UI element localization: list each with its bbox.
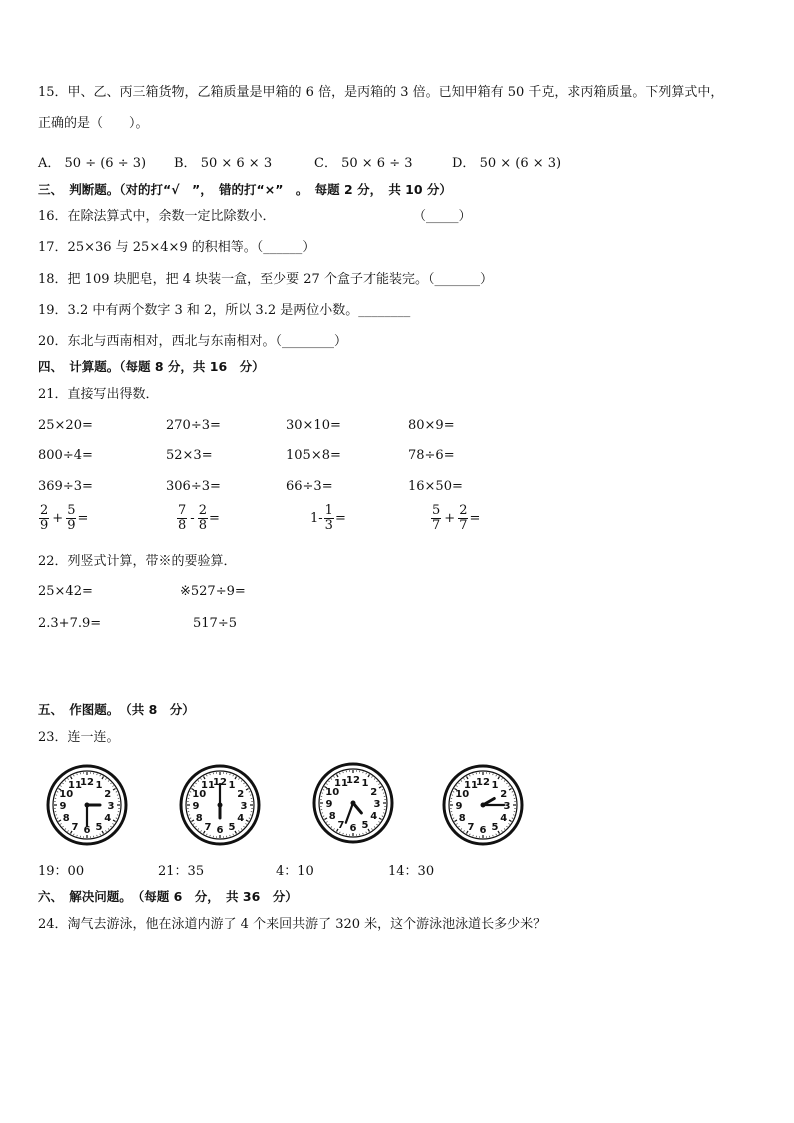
time-label-4[interactable]: 14：30 bbox=[388, 864, 435, 879]
calc-item: 800÷4= bbox=[38, 448, 93, 463]
numerator: 2 bbox=[40, 503, 49, 518]
clock-number: 6 bbox=[216, 825, 224, 836]
clock-center bbox=[481, 803, 486, 808]
clock-number: 3 bbox=[503, 801, 511, 812]
clock-number: 11 bbox=[201, 780, 215, 792]
clock-number: 4 bbox=[370, 811, 378, 822]
clock-number: 9 bbox=[192, 801, 200, 812]
clock-number: 4 bbox=[104, 813, 112, 824]
clock-number: 7 bbox=[467, 821, 475, 833]
clock-face-3[interactable] bbox=[311, 760, 395, 846]
section-5-heading: 五、 作图题。 （共 8 分） bbox=[38, 702, 195, 717]
clock-number: 8 bbox=[195, 813, 203, 824]
clock-number: 6 bbox=[479, 825, 487, 836]
clock-number: 12 bbox=[213, 777, 227, 788]
denominator: 7 bbox=[432, 517, 441, 533]
option-label: B． bbox=[174, 156, 197, 171]
equals: = bbox=[208, 510, 220, 526]
clock-face-2[interactable] bbox=[178, 762, 262, 848]
clock-number: 10 bbox=[325, 787, 340, 798]
clock-number: 11 bbox=[334, 778, 348, 790]
calc-item: 270÷3= bbox=[166, 418, 221, 433]
time-label-3[interactable]: 4：10 bbox=[276, 864, 314, 879]
fraction-expression bbox=[310, 504, 346, 532]
q17-answer-blank[interactable]: （______） bbox=[256, 240, 316, 255]
clock-face-4[interactable] bbox=[441, 762, 525, 848]
q24-text: 24．淘气去游泳，他在泳道内游了 4 个来回共游了 320 米，这个游泳池泳道长多少米？ bbox=[38, 917, 547, 932]
denominator: 7 bbox=[459, 517, 468, 533]
fraction-expression bbox=[38, 504, 88, 532]
q20 bbox=[38, 335, 347, 348]
equals: = bbox=[334, 510, 346, 526]
clock-number: 2 bbox=[237, 789, 245, 800]
clock-number: 7 bbox=[71, 821, 79, 833]
clock-number: 11 bbox=[464, 780, 478, 792]
clock-number: 3 bbox=[373, 799, 381, 810]
q16-answer-blank[interactable]: （_____） bbox=[413, 209, 472, 224]
clock-number: 2 bbox=[370, 787, 378, 798]
calc-item: 66÷3= bbox=[286, 479, 333, 494]
calc-item: 78÷6= bbox=[408, 448, 455, 463]
clock-number: 11 bbox=[68, 780, 82, 792]
clock-number: 12 bbox=[80, 777, 94, 788]
q18-text: 18．把 109 块肥皂，把 4 块装一盒，至少要 27 个盒子才能装完。 bbox=[38, 272, 428, 287]
numerator: 2 bbox=[198, 503, 207, 518]
section-6-heading: 六、 解决问题。 （每题 6 分， 共 36 分） bbox=[38, 889, 298, 904]
q15-option-a[interactable] bbox=[38, 152, 146, 171]
clock-number: 8 bbox=[458, 813, 466, 824]
calc-item: 30×10= bbox=[286, 418, 341, 433]
calc-item: 52×3= bbox=[166, 448, 213, 463]
q15-option-d[interactable] bbox=[452, 152, 561, 171]
fraction-expression bbox=[430, 504, 480, 532]
clock-number: 2 bbox=[500, 789, 508, 800]
clock-number: 12 bbox=[476, 777, 490, 788]
clock-number: 6 bbox=[83, 825, 91, 836]
section-3-heading: 三、 判断题。（对的打“√ ”， 错的打“×” 。 每题 2 分， 共 10 分） bbox=[38, 182, 452, 197]
option-label: C． bbox=[314, 156, 337, 171]
vertical-calc-item: 25×42= bbox=[38, 584, 93, 599]
numerator: 5 bbox=[432, 503, 441, 518]
clock-center bbox=[218, 803, 223, 808]
q20-answer-blank[interactable]: （________） bbox=[275, 334, 348, 349]
calc-item: 25×20= bbox=[38, 418, 93, 433]
clock-number: 1 bbox=[228, 780, 236, 792]
q20-text: 20．东北与西南相对，西北与东南相对。 bbox=[38, 334, 276, 349]
clock-face-1[interactable] bbox=[45, 762, 129, 848]
clock-center bbox=[351, 801, 356, 806]
clock-number: 10 bbox=[59, 789, 74, 800]
equals: = bbox=[77, 510, 89, 526]
clock-number: 6 bbox=[349, 823, 357, 834]
clock-number: 1 bbox=[95, 780, 103, 792]
clock-number: 5 bbox=[228, 821, 236, 833]
q18 bbox=[38, 273, 493, 286]
clock-number: 9 bbox=[455, 801, 463, 812]
option-expr: 50 ÷ (6 ÷ 3) bbox=[64, 156, 147, 171]
time-label-1[interactable]: 19：00 bbox=[38, 864, 85, 879]
q18-answer-blank[interactable]: （_______） bbox=[427, 272, 493, 287]
clock-number: 3 bbox=[240, 801, 248, 812]
clock-number: 5 bbox=[95, 821, 103, 833]
option-label: A． bbox=[38, 156, 61, 171]
denominator: 9 bbox=[40, 517, 49, 533]
q15-option-b[interactable] bbox=[174, 152, 272, 171]
time-label-2[interactable]: 21：35 bbox=[158, 864, 205, 879]
equals: = bbox=[469, 510, 481, 526]
clock-number: 9 bbox=[59, 801, 67, 812]
denominator: 3 bbox=[324, 517, 333, 533]
q19 bbox=[38, 304, 410, 317]
numerator: 1 bbox=[324, 503, 333, 518]
q15-option-c[interactable] bbox=[314, 152, 413, 171]
q23-title: 23．连一连。 bbox=[38, 730, 120, 745]
clock-number: 7 bbox=[337, 819, 345, 831]
calc-item: 80×9= bbox=[408, 418, 455, 433]
calc-item: 16×50= bbox=[408, 479, 463, 494]
clock-number: 4 bbox=[500, 813, 508, 824]
q22-title: 22．列竖式计算，带※的要验算． bbox=[38, 554, 237, 569]
clock-number: 4 bbox=[237, 813, 245, 824]
numerator: 7 bbox=[178, 503, 187, 518]
calc-item: 369÷3= bbox=[38, 479, 93, 494]
calc-item: 306÷3= bbox=[166, 479, 221, 494]
vertical-calc-item: 2.3+7.9= bbox=[38, 616, 102, 631]
clock-number: 8 bbox=[62, 813, 70, 824]
q15-line2: 正确的是（ ）。 bbox=[38, 116, 149, 131]
denominator: 9 bbox=[67, 517, 76, 533]
option-expr: 50 × (6 × 3) bbox=[479, 156, 562, 171]
operator: + bbox=[444, 510, 456, 526]
q15-line1: 15．甲、乙、丙三箱货物，乙箱质量是甲箱的 6 倍，是丙箱的 3 倍。已知甲箱有 50 千克，求丙箱质量。下列算式中， bbox=[38, 85, 724, 100]
denominator: 8 bbox=[198, 517, 207, 533]
clock-number: 12 bbox=[346, 775, 360, 786]
vertical-calc-item: ※527÷9= bbox=[180, 584, 246, 599]
clock-number: 9 bbox=[325, 799, 333, 810]
q19-answer-blank[interactable]: ________ bbox=[358, 303, 411, 318]
calc-item: 105×8= bbox=[286, 448, 341, 463]
operator: - bbox=[190, 510, 195, 526]
section-4-heading: 四、 计算题。（每题 8 分，共 16 分） bbox=[38, 359, 265, 374]
clock-number: 1 bbox=[361, 778, 369, 790]
q17-text: 17．25×36 与 25×4×9 的积相等。 bbox=[38, 240, 257, 255]
clock-number: 10 bbox=[192, 789, 207, 800]
clock-number: 1 bbox=[491, 780, 499, 792]
whole-part: 1- bbox=[310, 510, 323, 526]
q21-title: 21．直接写出得数． bbox=[38, 387, 159, 402]
clock-number: 2 bbox=[104, 789, 112, 800]
clock-number: 7 bbox=[204, 821, 212, 833]
clock-number: 10 bbox=[455, 789, 470, 800]
q19-text: 19．3.2 中有两个数字 3 和 2，所以 3.2 是两位小数。 bbox=[38, 303, 359, 318]
denominator: 8 bbox=[178, 517, 187, 533]
clock-number: 5 bbox=[491, 821, 499, 833]
clock-number: 3 bbox=[107, 801, 115, 812]
q17 bbox=[38, 241, 315, 254]
clock-center bbox=[85, 803, 90, 808]
q16-text: 16．在除法算式中，余数一定比除数小． bbox=[38, 209, 276, 224]
fraction-expression bbox=[176, 504, 220, 532]
option-expr: 50 × 6 × 3 bbox=[200, 156, 273, 171]
option-expr: 50 × 6 ÷ 3 bbox=[341, 156, 413, 171]
numerator: 2 bbox=[459, 503, 468, 518]
vertical-calc-item: 517÷5 bbox=[193, 616, 237, 631]
option-label: D． bbox=[452, 156, 476, 171]
operator: + bbox=[52, 510, 64, 526]
numerator: 5 bbox=[67, 503, 76, 518]
clock-number: 8 bbox=[328, 811, 336, 822]
clock-number: 5 bbox=[361, 819, 369, 831]
